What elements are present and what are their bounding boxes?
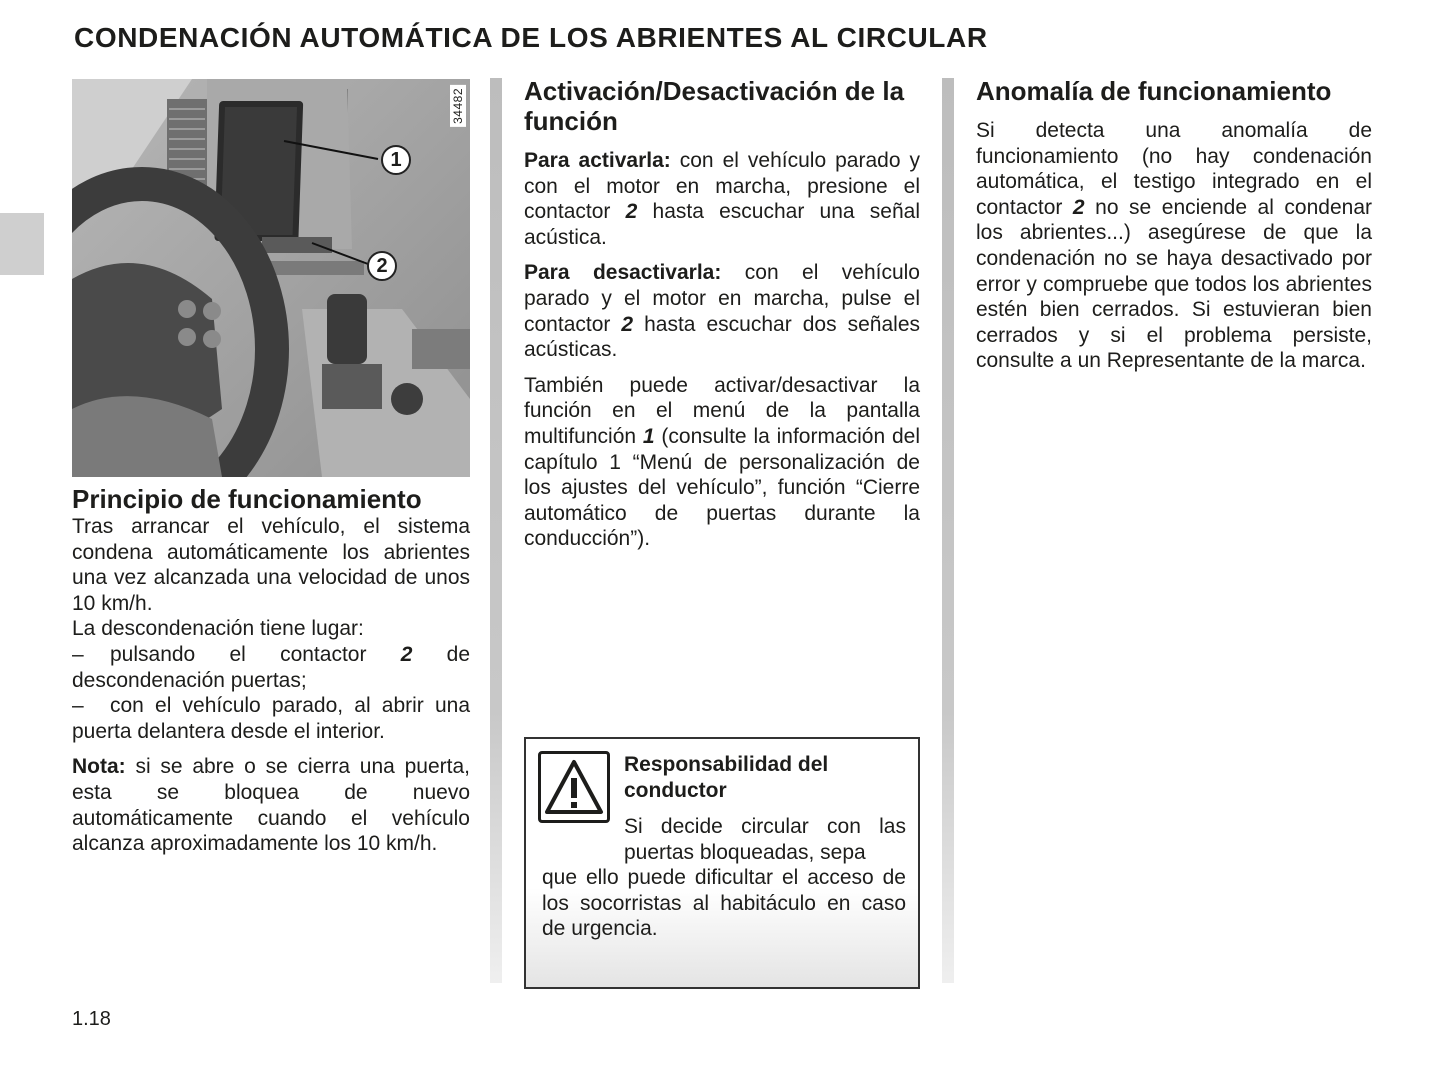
column-separator-right bbox=[942, 78, 954, 983]
activate-paragraph bbox=[524, 148, 920, 250]
menu-paragraph bbox=[524, 373, 920, 552]
anomaly-heading: Anomalía de funcionamiento bbox=[976, 76, 1332, 106]
middle-column bbox=[524, 76, 920, 552]
menu-text-post: (consulte la información del capítulo 1 “Menú de personalización de los ajustes del vehículo”, función “Cierre automático de puertas durante la conducción”). bbox=[524, 424, 921, 551]
left-column bbox=[72, 484, 470, 857]
right-column bbox=[976, 76, 1372, 374]
callout-2: 2 bbox=[367, 251, 397, 281]
warning-triangle-icon bbox=[538, 751, 610, 823]
unlock-bullet-1 bbox=[72, 642, 470, 693]
unlock-bullet-2 bbox=[72, 693, 470, 744]
warning-text-lead: Si decide circular con las puertas bloqueadas, sepa bbox=[624, 815, 906, 864]
anomaly-text-pre: Si detecta una anomalía de funcionamiento (no hay condenación automática, el testigo integrado en el contactor bbox=[976, 119, 1372, 219]
activate-text-pre: con el vehículo parado y con el motor en marcha, presione el contactor bbox=[524, 149, 920, 224]
anomaly-text-post: no se enciende al condenar los abrientes...) asegúrese de que la condenación no se haya desactivado por error y compruebe que todos los abrientes estén bien cerrados. Si estuvieran bien cerrados y si el problema persiste, consulte a un Representante de la marca. bbox=[976, 195, 1372, 373]
dashboard-illustration bbox=[72, 79, 470, 477]
bullet-dash: – bbox=[72, 642, 84, 666]
principle-text: Tras arrancar el vehículo, el sistema condena automáticamente los abrientes una vez alcanzada una velocidad de unos 10 km/h. bbox=[72, 515, 470, 615]
activate-text-post: hasta escuchar una señal acústica. bbox=[524, 200, 920, 249]
unlock-intro: La descondenación tiene lugar: bbox=[72, 617, 364, 641]
page-title: CONDENACIÓN AUTOMÁTICA DE LOS ABRIENTES AL CIRCULAR bbox=[74, 22, 988, 53]
menu-ref: 1 bbox=[642, 424, 655, 448]
anomaly-paragraph bbox=[976, 118, 1372, 374]
page-number: 1.18 bbox=[72, 1008, 111, 1030]
deactivate-text-pre: con el vehículo parado y el motor en marcha, pulse el contactor bbox=[524, 261, 920, 336]
activate-label: Para activarla: bbox=[524, 149, 671, 172]
warning-text-rest: que ello puede dificultar el acceso de los socorristas al habitáculo en caso de urgencia. bbox=[542, 866, 906, 941]
activation-heading: Activación/Desactivación de la función bbox=[524, 76, 905, 136]
bullet-1-ref: 2 bbox=[400, 642, 413, 666]
note-label: Nota: bbox=[72, 755, 126, 779]
principle-paragraph bbox=[72, 514, 470, 616]
menu-text-pre: También puede activar/desactivar la función en el menú de la pantalla multifunción bbox=[524, 373, 920, 448]
warning-box bbox=[524, 737, 920, 989]
bullet-2-text: con el vehículo parado, al abrir una puerta delantera desde el interior. bbox=[72, 694, 470, 743]
deactivate-text-post: hasta escuchar dos señales acústicas. bbox=[524, 312, 920, 362]
bullet-dash: – bbox=[72, 694, 84, 718]
callout-1: 1 bbox=[381, 145, 411, 175]
note-text: si se abre o se cierra una puerta, esta se bloquea de nuevo automáticamente cuando el vehículo alcanza aproximadamente los 10 km/h. bbox=[72, 755, 470, 856]
bullet-1-text-pre: pulsando el contactor bbox=[110, 642, 401, 666]
deactivate-label: Para desactivarla: bbox=[524, 261, 722, 285]
principle-heading: Principio de funcionamiento bbox=[72, 484, 422, 514]
note-paragraph bbox=[72, 754, 470, 856]
deactivate-ref: 2 bbox=[621, 312, 634, 336]
column-separator-left bbox=[490, 78, 502, 983]
deactivate-paragraph bbox=[524, 260, 920, 362]
warning-text bbox=[542, 814, 906, 942]
activate-ref: 2 bbox=[625, 200, 638, 224]
figure-code: 34482 bbox=[450, 85, 466, 127]
warning-title: Responsabilidad del conductor bbox=[624, 753, 829, 802]
bullet-1-text-post: de descondenación puertas; bbox=[72, 642, 470, 692]
dashboard-drawing bbox=[72, 79, 470, 477]
anomaly-ref: 2 bbox=[1072, 195, 1085, 219]
chapter-tab-marker bbox=[0, 213, 44, 275]
